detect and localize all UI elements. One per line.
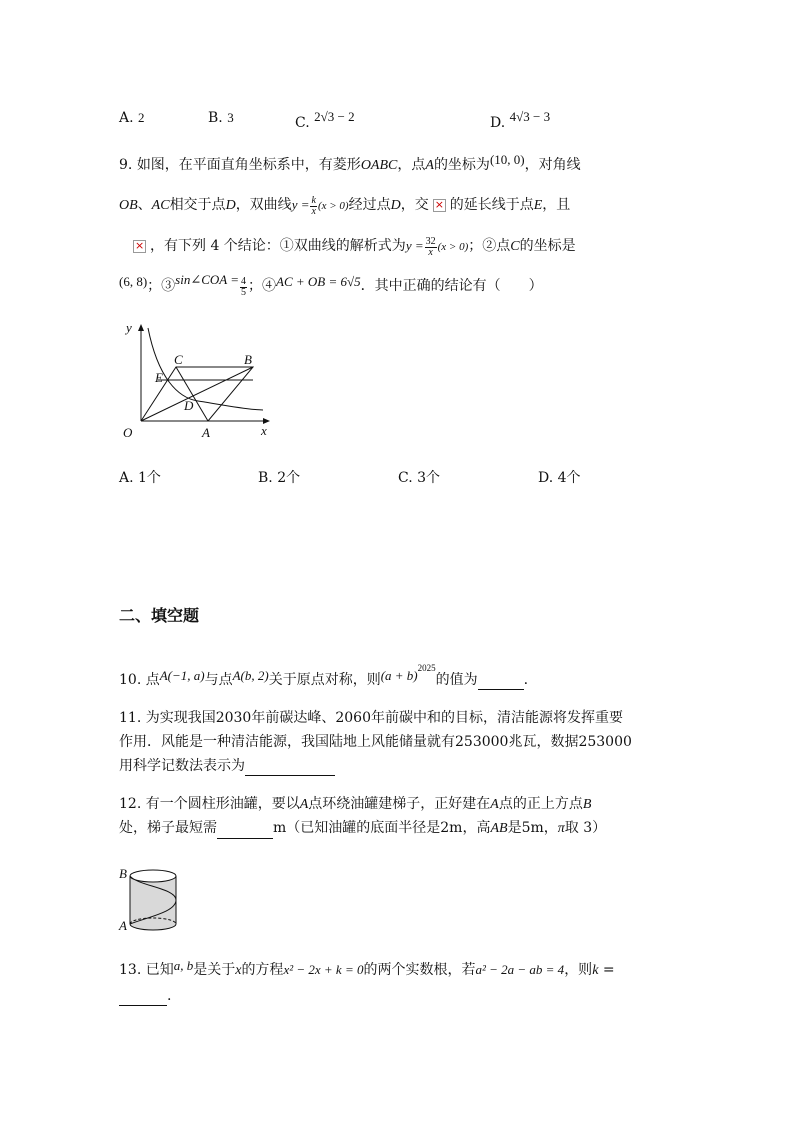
q9-line4: (6, 8)；③sin∠COA = $\frac{4}{5}$ ；④AC + OB = 6√5．其中正确的结论有（ ） bbox=[119, 272, 543, 298]
broken-image-icon bbox=[133, 240, 146, 253]
q11-answer-blank[interactable] bbox=[245, 761, 335, 776]
q8-option-a: A. 2 bbox=[119, 110, 145, 126]
section-heading: 二、填空题 bbox=[119, 606, 200, 625]
label-B: B bbox=[119, 866, 127, 881]
q9-option-a: A. 1个 bbox=[119, 470, 161, 486]
q10-answer-blank[interactable] bbox=[478, 675, 524, 690]
q13-answer-blank[interactable] bbox=[119, 991, 167, 1006]
q8-option-c: C. 2√3 − 2 bbox=[295, 109, 355, 131]
label-B: B bbox=[244, 352, 252, 367]
q12-cylinder-figure bbox=[118, 862, 188, 936]
q13-line2: . bbox=[119, 986, 171, 1006]
q9-rhombus-figure bbox=[118, 318, 278, 443]
q12-line1: 12. 有一个圆柱形油罐，要以A点环绕油罐建梯子，正好建在A点的正上方点B bbox=[119, 796, 592, 812]
label-A: A bbox=[119, 918, 127, 933]
y-axis-arrow bbox=[138, 324, 144, 331]
q9-option-c: C. 3个 bbox=[398, 470, 441, 486]
label-E: E bbox=[155, 370, 163, 385]
q10-line: 10. 点A(−1, a)与点A(b, 2)关于原点对称，则$(a + b)^{2025}$的值为 . bbox=[119, 663, 529, 688]
q9-option-d: D. 4个 bbox=[538, 470, 581, 486]
label-C: C bbox=[174, 352, 183, 367]
q9-line2: OB、AC相交于点D，双曲线y = $\frac{k}{x}$ (x > 0)经过点D，交× 的延长线于点E，且 bbox=[119, 195, 570, 217]
label-D: D bbox=[184, 398, 194, 413]
q8-option-b: B. 3 bbox=[208, 110, 234, 126]
broken-image-icon bbox=[433, 199, 446, 212]
q11-line2: 作用．风能是一种清洁能源，我国陆地上风能储量就有253000兆瓦，数据253000 bbox=[119, 734, 632, 750]
q12-answer-blank[interactable] bbox=[217, 824, 273, 839]
q9-option-b: B. 2个 bbox=[258, 470, 301, 486]
q9-line3: ×，有下列 4 个结论：①双曲线的解析式为y = $\frac{32}{x}$ (x > 0)；②点C的坐标是 bbox=[129, 236, 576, 258]
q9-line1: 9. 如图，在平面直角坐标系中，有菱形OABC，点A的坐标为(10, 0)，对角线 bbox=[119, 152, 581, 173]
label-O: O bbox=[123, 425, 133, 440]
label-y: y bbox=[126, 320, 132, 335]
q8-option-d: D. 4√3 − 3 bbox=[490, 109, 551, 131]
hyperbola-curve bbox=[148, 328, 263, 410]
q12-line2: 处，梯子最短需 m（已知油罐的底面半径是2m，高AB是5m，π取 3） bbox=[119, 818, 606, 839]
q11-line1: 11. 为实现我国2030年前碳达峰、2060年前碳中和的目标，清洁能源将发挥重要 bbox=[119, 710, 623, 726]
label-x: x bbox=[261, 423, 267, 438]
label-A: A bbox=[202, 425, 210, 440]
q11-line3: 用科学记数法表示为 bbox=[119, 756, 335, 776]
q13-line1: 13. 已知a, b是关于x的方程x² − 2x + k = 0的两个实数根，若a² − 2a − ab = 4，则k = bbox=[119, 958, 615, 978]
